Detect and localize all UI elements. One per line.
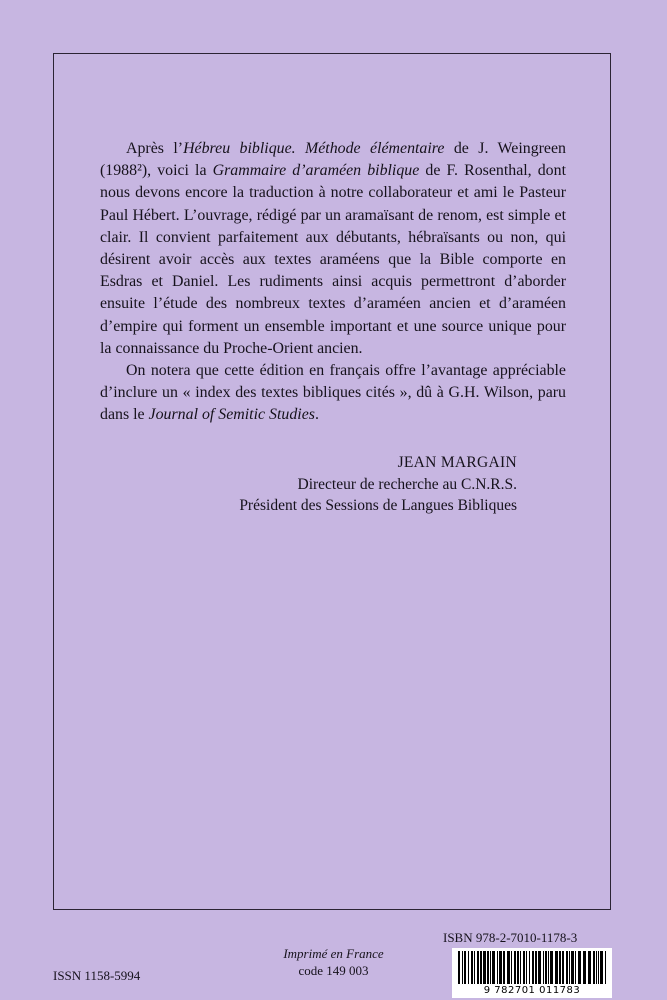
barcode-bar [474, 951, 475, 984]
isbn: ISBN 978-2-7010-1178-3 [443, 930, 578, 945]
barcode [452, 948, 612, 998]
author-title-1: Directeur de recherche au C.N.R.S. [297, 475, 517, 493]
barcode-bar [511, 951, 512, 984]
barcode-bar [605, 951, 606, 984]
barcode-bar [529, 951, 530, 984]
barcode-bar [593, 951, 595, 984]
barcode-bar [490, 951, 491, 984]
barcode-bar [514, 951, 516, 984]
barcode-bar [523, 951, 525, 984]
barcode-bar [571, 951, 574, 984]
barcode-bar [566, 951, 568, 984]
barcode-bar [526, 951, 527, 984]
barcode-bar [588, 951, 591, 984]
book-title-grammaire: Grammaire d’araméen biblique [212, 162, 420, 180]
barcode-bar [535, 951, 537, 984]
author-title-2: Président des Sessions de Langues Bibliques [239, 497, 517, 514]
barcode-bar [468, 951, 469, 984]
back-cover-text [100, 138, 566, 427]
barcode-bar [583, 951, 586, 984]
barcode-bar [543, 951, 544, 984]
printed-in: Imprimé en France [283, 946, 384, 961]
barcode-bar [578, 951, 581, 984]
barcode-bar [477, 951, 479, 984]
barcode-bar [538, 951, 541, 984]
barcode-bar [575, 951, 576, 984]
barcode-bar [483, 951, 486, 984]
barcode-bar [555, 951, 558, 984]
barcode-bar [492, 951, 495, 984]
product-code: code 149 003 [298, 963, 369, 978]
barcode-bar [550, 951, 553, 984]
barcode-bar [507, 951, 510, 984]
journal-title: Journal of Semitic Studies [148, 406, 315, 424]
barcode-bar [559, 951, 561, 984]
barcode-bar [458, 951, 460, 984]
barcode-bar [517, 951, 519, 984]
barcode-digits: 9 782701 011783 [452, 985, 612, 996]
barcode-bar [471, 951, 473, 984]
book-title-hebreu: Hébreu biblique. Méthode élémentaire [183, 140, 445, 157]
barcode-bar [487, 951, 489, 984]
barcode-bar [545, 951, 547, 984]
barcode-bar [464, 951, 466, 984]
barcode-bar [532, 951, 534, 984]
barcode-bar [598, 951, 599, 984]
barcode-bars [452, 948, 612, 984]
paragraph-1: Après l’Hébreu biblique. Méthode élémentaire de J. Weingreen (1988²), voici la Grammaire d’araméen biblique de F. Rosenthal, dont nous devons encore la traduction à notre collaborateur et ami le Pasteur Paul Hébert. L’ouvrage, rédigé par un aramaïsant de renom, est simple et clair. Il convient parfaitement aux débutants, hébraïsants ou non, qui désirent avoir accès aux textes araméens que la Bible comporte en Esdras et Daniel. Les rudiments ainsi acquis permettront d’aborder ensuite l’étude des nombreux textes d’araméen ancien et d’araméen d’empire qui forment un ensemble important et une source unique pour la connaissance du Proche-Orient ancien. [100, 140, 566, 357]
barcode-bar [520, 951, 521, 984]
barcode-bar [569, 951, 570, 984]
barcode-bar [503, 951, 505, 984]
barcode-bar [499, 951, 502, 984]
barcode-bar [600, 951, 603, 984]
signature [100, 452, 517, 517]
author-name: JEAN MARGAIN [397, 454, 517, 471]
barcode-bar [462, 951, 463, 984]
issn: ISSN 1158-5994 [53, 968, 141, 983]
barcode-bar [562, 951, 564, 984]
paragraph-2: On notera que cette édition en français offre l’avantage appréciable d’inclure un « index des textes bibliques cités », dû à G.H. Wilson, paru dans le Journal of Semitic Studies. [100, 362, 566, 424]
barcode-bar [548, 951, 549, 984]
barcode-bar [497, 951, 498, 984]
barcode-bar [480, 951, 482, 984]
barcode-bar [596, 951, 597, 984]
